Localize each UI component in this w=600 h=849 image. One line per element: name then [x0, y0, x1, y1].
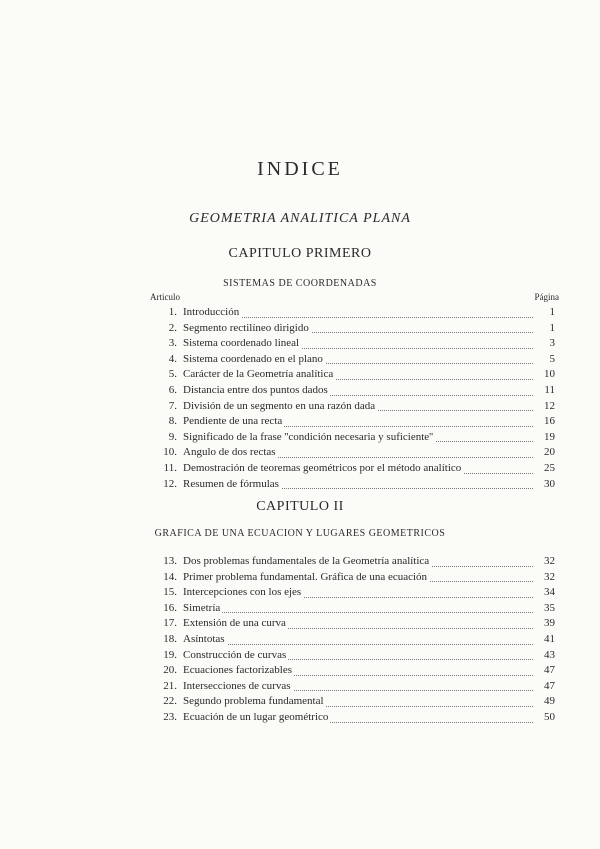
toc-entry: [150, 585, 555, 601]
toc-entry-body: [183, 601, 533, 617]
column-headers: [150, 292, 559, 306]
toc-entry: [150, 663, 555, 679]
toc-entry-page: 30: [544, 477, 555, 490]
toc-entry-body: [183, 430, 533, 446]
toc-entry: [150, 648, 555, 664]
toc-entry-body: [183, 710, 533, 726]
toc-entry-body: [183, 616, 533, 632]
toc-entry-body: [183, 321, 533, 337]
toc-entry-number: 23.: [163, 710, 177, 723]
toc-entry-page: 47: [544, 664, 555, 677]
toc-entry-number: 12.: [163, 477, 177, 490]
chapter-2-toc: [150, 554, 555, 726]
toc-entry-number: 1.: [168, 306, 177, 318]
toc-entry-number: 9.: [168, 430, 177, 443]
toc-entry-body: [183, 554, 533, 570]
toc-entry: [150, 383, 555, 399]
page-title: INDICE: [257, 158, 343, 180]
toc-entry-page: 10: [544, 368, 555, 381]
toc-entry-title: Simetría: [183, 601, 221, 614]
toc-entry-title: Pendiente de una recta: [183, 415, 283, 428]
toc-entry-number: 5.: [168, 368, 177, 381]
toc-entry-page: 20: [544, 446, 555, 459]
toc-entry-page: 19: [544, 430, 555, 443]
toc-entry-number: 21.: [163, 679, 177, 692]
toc-entry: [150, 710, 555, 726]
toc-entry-body: [183, 632, 533, 648]
toc-entry-title: Intersecciones de curvas: [183, 679, 291, 692]
toc-entry-title: Angulo de dos rectas: [183, 446, 276, 459]
toc-entry-number: 8.: [168, 415, 177, 428]
dot-leader: [183, 612, 533, 613]
toc-entry: [150, 601, 555, 617]
toc-entry-number: 14.: [163, 570, 177, 583]
toc-entry-title: Asíntotas: [183, 632, 225, 645]
toc-entry-page: 1: [549, 321, 555, 334]
toc-entry-number: 22.: [163, 695, 177, 708]
toc-entry-title: Segmento rectilíneo dirigido: [183, 321, 309, 334]
toc-entry-page: 41: [544, 632, 555, 645]
toc-entry-title: Construcción de curvas: [183, 648, 287, 661]
toc-entry-page: 12: [544, 399, 555, 412]
toc-entry-page: 35: [544, 601, 555, 614]
toc-entry-page: 11: [544, 383, 555, 396]
toc-entry-title: Resumen de fórmulas: [183, 477, 279, 490]
toc-entry: [150, 679, 555, 695]
toc-entry-body: [183, 461, 533, 477]
toc-entry-body: [183, 585, 533, 601]
toc-entry-page: 25: [544, 461, 555, 474]
toc-entry-number: 20.: [163, 664, 177, 677]
toc-entry-body: [183, 352, 533, 368]
toc-entry-body: [183, 694, 533, 710]
toc-entry-body: [183, 663, 533, 679]
toc-entry: [150, 554, 555, 570]
toc-entry: [150, 399, 555, 415]
toc-entry-title: Primer problema fundamental. Gráfica de una ecuación: [183, 570, 428, 583]
toc-entry-body: [183, 305, 533, 321]
toc-entry: [150, 352, 555, 368]
toc-entry-title: Segundo problema fundamental: [183, 695, 324, 708]
chapter-2-section: GRAFICA DE UNA ECUACION Y LUGARES GEOMETRICOS: [154, 528, 446, 539]
toc-entry-title: Sistema coordenado lineal: [183, 337, 300, 350]
toc-entry-page: 47: [544, 679, 555, 692]
toc-entry-title: Extensión de una curva: [183, 617, 286, 630]
toc-entry-number: 2.: [168, 321, 177, 334]
toc-entry-title: División de un segmento en una razón dada: [183, 399, 376, 412]
column-header-article: Articulo: [150, 292, 180, 302]
toc-entry-page: 3: [549, 337, 555, 350]
toc-entry-title: Significado de la frase ''condición necesaria y suficiente'': [183, 430, 434, 443]
toc-entry-title: Sistema coordenado en el plano: [183, 352, 323, 365]
toc-entry-number: 13.: [163, 555, 177, 567]
toc-entry-number: 3.: [168, 337, 177, 350]
toc-entry: [150, 632, 555, 648]
toc-entry-number: 17.: [163, 617, 177, 630]
chapter-1-toc: [150, 305, 555, 492]
book-subtitle: GEOMETRIA ANALITICA PLANA: [189, 211, 411, 226]
toc-entry-page: 50: [544, 710, 555, 723]
dot-leader: [183, 644, 533, 645]
toc-entry: [150, 616, 555, 632]
toc-entry: [150, 336, 555, 352]
toc-entry: [150, 430, 555, 446]
toc-entry-title: Demostración de teoremas geométricos por el método analítico: [183, 461, 462, 474]
toc-entry-page: 39: [544, 617, 555, 630]
toc-entry-body: [183, 414, 533, 430]
toc-entry: [150, 461, 555, 477]
toc-entry-title: Carácter de la Geometría analítica: [183, 368, 334, 381]
toc-entry: [150, 414, 555, 430]
toc-entry: [150, 445, 555, 461]
toc-entry-number: 18.: [163, 632, 177, 645]
toc-entry-body: [183, 477, 533, 493]
toc-entry-body: [183, 445, 533, 461]
toc-entry-number: 16.: [163, 601, 177, 614]
toc-entry-body: [183, 399, 533, 415]
toc-entry: [150, 367, 555, 383]
toc-entry-body: [183, 383, 533, 399]
toc-entry-body: [183, 648, 533, 664]
toc-entry: [150, 321, 555, 337]
toc-entry-page: 16: [544, 415, 555, 428]
toc-entry: [150, 305, 555, 321]
toc-entry-body: [183, 679, 533, 695]
toc-entry-number: 6.: [168, 383, 177, 396]
toc-entry-title: Introducción: [183, 306, 240, 318]
toc-entry-body: [183, 336, 533, 352]
toc-entry-body: [183, 367, 533, 383]
toc-entry-number: 15.: [163, 586, 177, 599]
toc-entry-title: Dos problemas fundamentales de la Geometría analítica: [183, 555, 430, 567]
chapter-1-heading: CAPITULO PRIMERO: [228, 246, 372, 261]
toc-entry-title: Ecuaciones factorizables: [183, 664, 293, 677]
toc-entry-number: 7.: [168, 399, 177, 412]
toc-entry-number: 4.: [168, 352, 177, 365]
toc-entry-page: 34: [544, 586, 555, 599]
toc-entry-page: 43: [544, 648, 555, 661]
toc-entry-page: 32: [544, 570, 555, 583]
toc-entry-body: [183, 570, 533, 586]
column-header-page: Página: [534, 292, 559, 302]
chapter-2-heading: CAPITULO II: [256, 499, 344, 514]
toc-entry-title: Intercepciones con los ejes: [183, 586, 302, 599]
toc-entry-page: 1: [549, 306, 555, 318]
toc-entry-page: 5: [549, 352, 555, 365]
chapter-1-section: SISTEMAS DE COORDENADAS: [223, 278, 377, 289]
toc-entry: [150, 477, 555, 493]
toc-entry-title: Distancia entre dos puntos dados: [183, 383, 328, 396]
toc-entry: [150, 694, 555, 710]
toc-entry-page: 32: [544, 555, 555, 567]
toc-entry-number: 11.: [163, 461, 177, 474]
toc-entry-number: 19.: [163, 648, 177, 661]
toc-entry-title: Ecuación de un lugar geométrico: [183, 710, 329, 723]
toc-entry: [150, 570, 555, 586]
toc-entry-page: 49: [544, 695, 555, 708]
toc-entry-number: 10.: [163, 446, 177, 459]
